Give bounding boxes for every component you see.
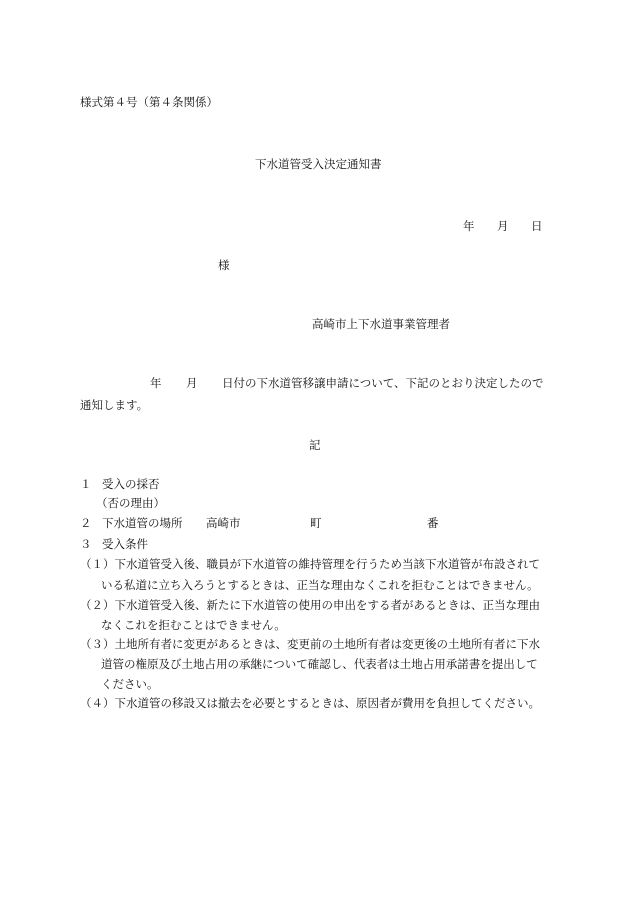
intro-rest: 日付の下水道管移譲申請について、下記のとおり決定したので — [222, 376, 544, 390]
location-city: 高崎市 — [206, 516, 241, 530]
intro-year: 年 — [150, 376, 162, 390]
condition-3-line-2: 道管の権原及び土地占用の承継について確認し、代表者は土地占用承諾書を提出して — [101, 657, 538, 671]
date-year: 年 — [463, 219, 475, 233]
form-number: 様式第４号（第４条関係） — [80, 95, 218, 109]
document-title: 下水道管受入決定通知書 — [255, 157, 382, 171]
item-label: 受入条件 — [102, 537, 148, 551]
item-location — [80, 518, 439, 530]
intro-line-1 — [150, 378, 544, 390]
condition-1-line-1: （１）下水道管受入後、職員が下水道管の維持管理を行うため当該下水道管が布設されて — [80, 557, 540, 571]
item-acceptance — [80, 479, 160, 491]
condition-3-line-1: （３）土地所有者に変更があるときは、変更前の土地所有者は変更後の土地所有者に下水 — [80, 637, 540, 651]
item-number: ２ — [80, 516, 92, 530]
item-conditions — [80, 539, 148, 551]
condition-2-line-1: （２）下水道管受入後、新たに下水道管の使用の申出をする者があるときは、正当な理由 — [80, 598, 540, 612]
item-label: 下水道管の場所 — [102, 516, 183, 530]
condition-1-line-2: いる私道に立ち入ろうとするときは、正当な理由なくこれを拒むことはできません。 — [101, 578, 539, 592]
item-rejection-reason: （否の理由） — [96, 496, 165, 510]
item-number: ３ — [80, 537, 92, 551]
condition-2-line-2: なくこれを拒むことはできません。 — [101, 618, 286, 632]
intro-month: 月 — [186, 376, 198, 390]
item-label: 受入の採否 — [102, 477, 160, 491]
item-number: １ — [80, 477, 92, 491]
date-month: 月 — [497, 219, 509, 233]
intro-line-2: 通知します。 — [80, 398, 149, 412]
location-ban: 番 — [427, 516, 439, 530]
condition-4-line-1: （４）下水道管の移設又は撤去を必要とするときは、原因者が費用を負担してください。 — [80, 696, 540, 710]
addressee-suffix: 様 — [218, 258, 230, 272]
date-day: 日 — [531, 219, 543, 233]
condition-3-line-3: ください。 — [101, 677, 159, 691]
ki-heading: 記 — [309, 438, 321, 452]
issuer-name: 高崎市上下水道事業管理者 — [312, 317, 450, 331]
location-town: 町 — [310, 516, 322, 530]
date-line — [463, 221, 543, 233]
